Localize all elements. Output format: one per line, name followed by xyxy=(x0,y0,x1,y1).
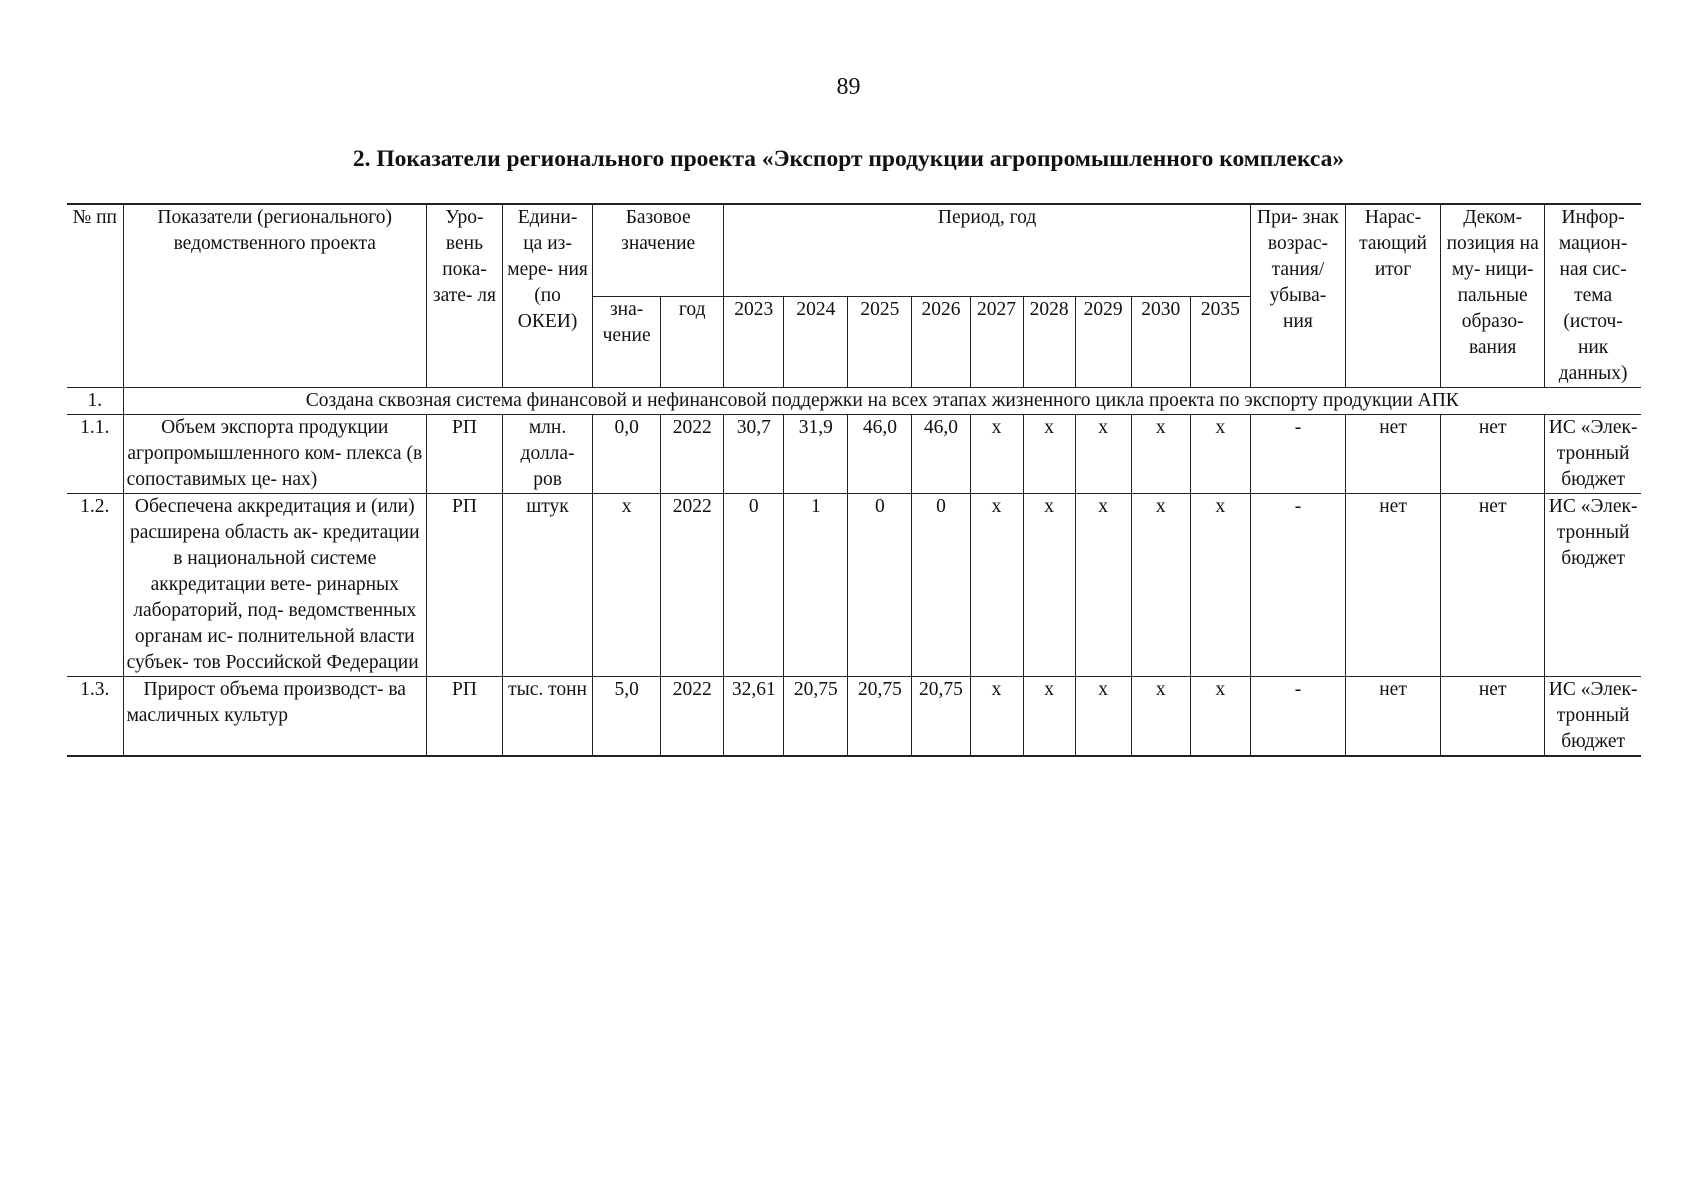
row-base-value: 5,0 xyxy=(593,677,661,757)
row-decomposition: нет xyxy=(1441,677,1545,757)
row-level: РП xyxy=(426,494,502,677)
row-base-value: 0,0 xyxy=(593,415,661,494)
header-base-year: год xyxy=(661,296,724,387)
row-base-year: 2022 xyxy=(661,494,724,677)
row-cumulative: нет xyxy=(1346,415,1441,494)
row-year-value: 20,75 xyxy=(912,677,970,757)
row-num: 1.1. xyxy=(67,415,123,494)
header-cumulative: Нарас- тающий итог xyxy=(1346,204,1441,388)
group-title: Создана сквозная система финансовой и нефинансовой поддержки на всех этапах жизненного цикла проекта по экспорту продукции АПК xyxy=(123,388,1641,415)
row-year-value: 0 xyxy=(724,494,784,677)
header-base-value: зна- чение xyxy=(593,296,661,387)
row-unit: тыс. тонн xyxy=(503,677,593,757)
row-year-value: 30,7 xyxy=(724,415,784,494)
header-year: 2026 xyxy=(912,296,970,387)
row-base-year: 2022 xyxy=(661,415,724,494)
row-info-system: ИС «Элек- тронный бюджет xyxy=(1545,677,1641,757)
row-year-value: x xyxy=(1023,494,1075,677)
row-year-value: x xyxy=(1075,677,1131,757)
row-level: РП xyxy=(426,677,502,757)
row-info-system: ИС «Элек- тронный бюджет xyxy=(1545,494,1641,677)
table-row xyxy=(67,677,1641,757)
row-year-value: x xyxy=(970,494,1023,677)
group-num: 1. xyxy=(67,388,123,415)
row-year-value: x xyxy=(1190,677,1250,757)
header-unit: Едини- ца из- мере- ния (по ОКЕИ) xyxy=(503,204,593,388)
header-sign: При- знак возрас- тания/ убыва- ния xyxy=(1250,204,1345,388)
row-indicator-name: Объем экспорта продукции агропромышленного ком- плекса (в сопоставимых це- нах) xyxy=(123,415,426,494)
header-decomposition: Деком- позиция на му- ници- пальные образо- вания xyxy=(1441,204,1545,388)
header-level: Уро- вень пока- зате- ля xyxy=(426,204,502,388)
header-info-system: Инфор- мацион- ная сис- тема (источ- ник данных) xyxy=(1545,204,1641,388)
row-year-value: 31,9 xyxy=(784,415,848,494)
row-year-value: x xyxy=(1075,415,1131,494)
row-base-year: 2022 xyxy=(661,677,724,757)
row-decomposition: нет xyxy=(1441,415,1545,494)
row-info-system: ИС «Элек- тронный бюджет xyxy=(1545,415,1641,494)
header-base: Базовое значение xyxy=(593,204,724,296)
row-cumulative: нет xyxy=(1346,494,1441,677)
row-sign: - xyxy=(1250,677,1345,757)
row-year-value: x xyxy=(970,677,1023,757)
page-number: 89 xyxy=(836,74,861,100)
row-unit: млн. долла- ров xyxy=(503,415,593,494)
row-num: 1.3. xyxy=(67,677,123,757)
row-unit: штук xyxy=(503,494,593,677)
row-indicator-name: Обеспечена аккредитация и (или) расширена область ак- кредитации в национальной системе аккредитации вете- ринарных лабораторий, под- ведомственных органам ис- полнительной власти субъек- тов Российской Федерации xyxy=(123,494,426,677)
table-row xyxy=(67,415,1641,494)
header-year: 2035 xyxy=(1190,296,1250,387)
row-year-value: 46,0 xyxy=(848,415,912,494)
row-year-value: 1 xyxy=(784,494,848,677)
group-row xyxy=(67,388,1641,415)
row-year-value: 46,0 xyxy=(912,415,970,494)
row-sign: - xyxy=(1250,494,1345,677)
row-year-value: x xyxy=(1190,494,1250,677)
row-year-value: 0 xyxy=(848,494,912,677)
row-indicator-name: Прирост объема производст- ва масличных культур xyxy=(123,677,426,757)
row-year-value: 32,61 xyxy=(724,677,784,757)
row-year-value: x xyxy=(1075,494,1131,677)
row-base-value: x xyxy=(593,494,661,677)
header-num: № пп xyxy=(67,204,123,388)
row-year-value: 20,75 xyxy=(848,677,912,757)
row-year-value: x xyxy=(1131,677,1190,757)
header-year: 2027 xyxy=(970,296,1023,387)
row-level: РП xyxy=(426,415,502,494)
row-year-value: x xyxy=(1023,415,1075,494)
header-year: 2030 xyxy=(1131,296,1190,387)
header-year: 2023 xyxy=(724,296,784,387)
table-row xyxy=(67,494,1641,677)
header-year: 2029 xyxy=(1075,296,1131,387)
row-year-value: x xyxy=(1131,415,1190,494)
header-year: 2028 xyxy=(1023,296,1075,387)
row-year-value: 20,75 xyxy=(784,677,848,757)
row-decomposition: нет xyxy=(1441,494,1545,677)
row-year-value: x xyxy=(970,415,1023,494)
row-year-value: x xyxy=(1023,677,1075,757)
header-period: Период, год xyxy=(724,204,1251,296)
header-row-1 xyxy=(67,204,1641,296)
row-year-value: x xyxy=(1190,415,1250,494)
indicators-table xyxy=(67,203,1641,757)
page-title: 2. Показатели регионального проекта «Экспорт продукции агропромышленного комплекса» xyxy=(352,146,1345,172)
header-year: 2024 xyxy=(784,296,848,387)
row-num: 1.2. xyxy=(67,494,123,677)
row-cumulative: нет xyxy=(1346,677,1441,757)
header-indicator: Показатели (регионального) ведомственного проекта xyxy=(123,204,426,388)
row-sign: - xyxy=(1250,415,1345,494)
row-year-value: 0 xyxy=(912,494,970,677)
row-year-value: x xyxy=(1131,494,1190,677)
header-year: 2025 xyxy=(848,296,912,387)
